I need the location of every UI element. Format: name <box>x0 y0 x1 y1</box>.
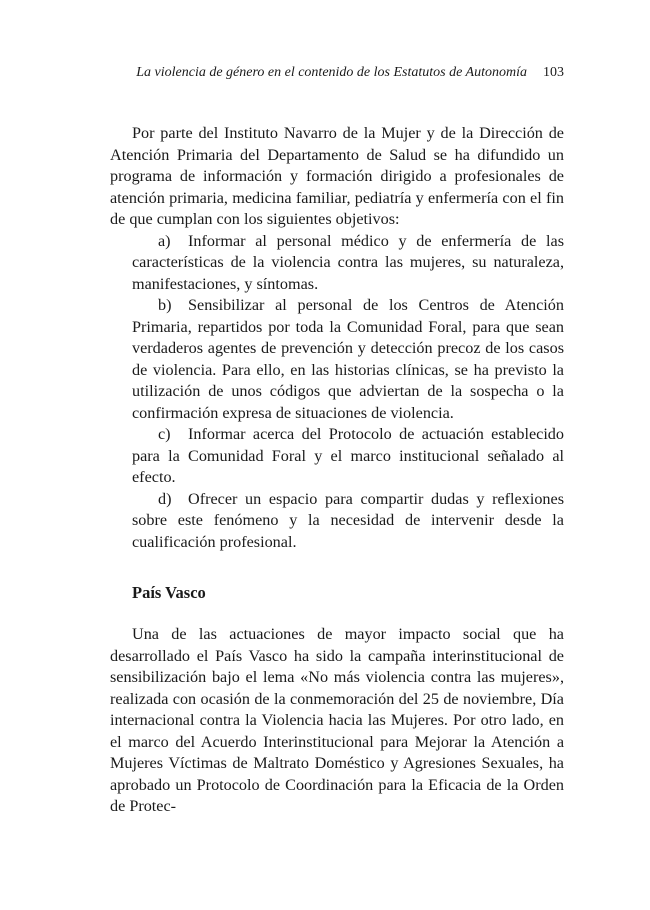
objective-text: Informar al personal médico y de enfermería de las características de la violencia contra las mujeres, su naturaleza, manifestaciones, y síntomas. <box>132 231 564 293</box>
intro-paragraph: Por parte del Instituto Navarro de la Mujer y de la Dirección de Atención Primaria del Departamento de Salud se ha difundido un programa de información y formación dirigido a profesionales de atención primaria, medicina familiar, pediatría y enfermería con el fin de que cumplan con los siguientes objetivos: <box>110 124 564 228</box>
section-heading: País Vasco <box>132 583 206 602</box>
section-paragraph: Una de las actuaciones de mayor impacto social que ha desarrollado el País Vasco ha sido la campaña interinstitucional de sensibilización bajo el lema «No más violencia contra las mujeres», realizada con ocasión de la conmemoración del 25 de noviembre, Día internacional contra la Violencia hacia las Mujeres. Por otro lado, en el marco del Acuerdo Interinstitucional para Mejorar la Atención a Mujeres Víctimas de Maltrato Doméstico y Agresiones Sexuales, ha aprobado un Protocolo de Coordinación para la Eficacia de la Orden de Protec- <box>110 625 564 815</box>
objective-marker: a) <box>158 231 171 250</box>
objective-item <box>132 231 564 296</box>
objective-marker: d) <box>158 489 172 508</box>
page-number: 103 <box>543 65 564 80</box>
objective-marker: c) <box>158 425 171 443</box>
objective-item <box>132 424 564 489</box>
objective-item <box>132 295 564 424</box>
running-header <box>110 64 564 82</box>
pais-vasco-section <box>110 624 564 818</box>
objective-marker: b) <box>158 296 172 314</box>
navarra-section <box>110 123 564 553</box>
objective-item <box>132 489 564 554</box>
running-title: La violencia de género en el contenido de los Estatutos de Autonomía <box>136 65 527 80</box>
objective-text: Informar acerca del Protocolo de actuación establecido para la Comunidad Foral y el marco institucional señalado al efecto. <box>132 425 564 486</box>
objective-text: Sensibilizar al personal de los Centros de Atención Primaria, repartidos por toda la Comunidad Foral, para que sean verdaderos agentes de prevención y detección precoz de los casos de violencia. Para ello, en las historias clínicas, se ha previsto la utilización de unos códigos que adviertan de la sospecha o la confirmación expresa de situaciones de violencia. <box>132 296 564 422</box>
objective-text: Ofrecer un espacio para compartir dudas y reflexiones sobre este fenómeno y la necesidad de intervenir desde la cualificación profesional. <box>132 489 564 551</box>
